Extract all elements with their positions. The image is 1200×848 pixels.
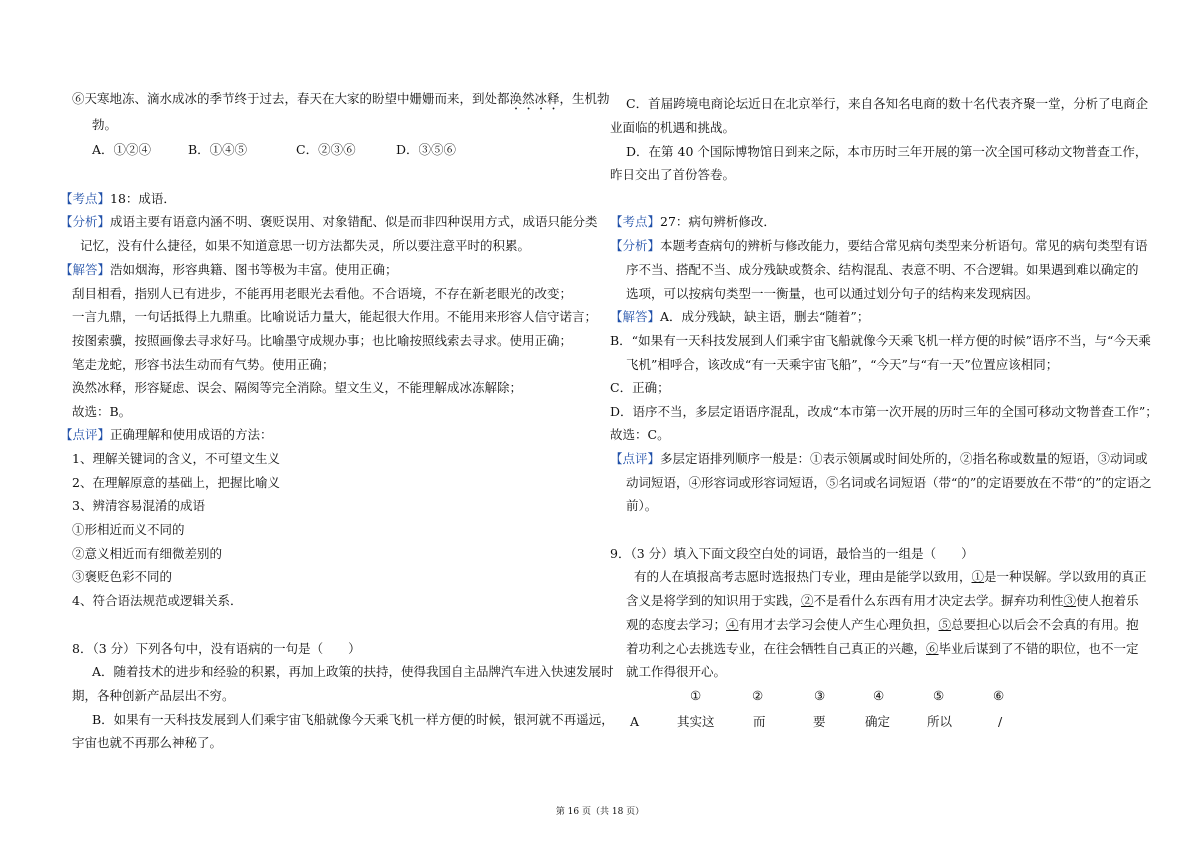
q9-passage-line: 着功利之心去挑选专业，在往会牺牲自己真正的兴趣，⑥毕业后谋到了不错的职位，也不一定 [626, 641, 1139, 656]
table-header-cell: ② [752, 688, 764, 703]
q8-option-d-cont: 昨日交出了首份答卷。 [610, 167, 736, 182]
q9-title: 9．（3 分）填入下面文段空白处的词语，最恰当的一组是（ ） [610, 546, 974, 561]
fenxi-tag: 【分析】 [610, 238, 661, 253]
jieda-tag: 【解答】 [610, 309, 661, 324]
dianping-item: 2、在理解原意的基础上，把握比喻义 [72, 475, 280, 490]
jieda-choice: 故选：B。 [72, 404, 132, 419]
fenxi-tag: 【分析】 [60, 214, 111, 229]
table-header-cell: ⑤ [933, 688, 945, 703]
blank-marker: ② [801, 593, 814, 608]
q8-option-d: D．在第 40 个国际博物馆日到来之际，本市历时三年开展的第一次全国可移动文物普查工作， [626, 144, 1148, 159]
fenxi-line: 【分析】成语主要有语意内涵不明、褒贬误用、对象错配、似是而非四种误用方式，成语只能分类 [60, 214, 598, 229]
answer-table-header [610, 688, 1170, 706]
jieda-line: D．语序不当，多层定语语序混乱，改成“本市第一次开展的历时三年的全国可移动文物普查工作”； [610, 404, 1158, 419]
table-cell: 所以 [927, 714, 953, 729]
jieda-line: 刮目相看，指别人已有进步，不能再用老眼光去看他。不合语境，不存在新老眼光的改变； [72, 286, 573, 301]
fenxi-line: 【分析】本题考查病句的辨析与修改能力，要结合常见病句类型来分析语句。常见的病句类型有语 [610, 238, 1148, 253]
q8-option-a-cont: 期，各种创新产品层出不穷。 [72, 688, 235, 703]
table-header-cell: ④ [873, 688, 885, 703]
table-cell: / [998, 714, 1003, 729]
dianping-tag: 【点评】 [60, 427, 111, 442]
table-cell: 而 [753, 714, 766, 729]
blank-marker: ④ [726, 617, 739, 632]
dianping-line-2: 动词短语，④形容词或形容词短语，⑤名词或名词短语（带“的”的定语要放在不带“的”的定语之 [626, 475, 1152, 490]
q7-choice-a: A．①②④ [92, 142, 152, 157]
q8-option-a: A．随着技术的进步和经验的积累，再加上政策的扶持，使得我国自主品牌汽车进入快速发展时 [92, 664, 614, 679]
table-header-cell: ⑥ [993, 688, 1005, 703]
dianping-item: 1、理解关键词的含义，不可望文生义 [72, 451, 280, 466]
q9-passage-line: 有的人在填报高考志愿时选报热门专业，理由是能学以致用，①是一种误解。学以致用的真正 [634, 569, 1147, 584]
blank-marker: ③ [1063, 593, 1077, 608]
q8-option-b-cont: 宇宙也就不再那么神秘了。 [72, 735, 223, 750]
dianping-item: 4、符合语法规范或逻辑关系． [72, 593, 243, 608]
jieda-line: C．正确； [610, 380, 670, 395]
blank-marker: ⑤ [938, 617, 952, 632]
jieda-tag: 【解答】 [60, 262, 111, 277]
dotted-idiom: 涣然冰释 [509, 91, 560, 106]
table-cell: 确定 [865, 714, 891, 729]
blank-marker: ⑥ [926, 641, 939, 656]
jieda-line: 一言九鼎，一句话抵得上九鼎重。比喻说话力量大，能起很大作用。不能用来形容人信守诺言； [72, 309, 598, 324]
kaodian-line: 【考点】18：成语． [60, 191, 176, 206]
q7-option-6-cont: 勃。 [92, 117, 118, 132]
kaodian-line: 【考点】27：病句辨析修改． [610, 214, 776, 229]
q9-passage-line: 含义是将学到的知识用于实践，②不是看什么东西有用才决定去学。摒弃功利性③使人抱着乐 [626, 593, 1139, 608]
q8-option-b: B．如果有一天科技发展到人们乘宇宙飞船就像今天乘飞机一样方便的时候，银河就不再遥远， [92, 712, 614, 727]
table-cell: 其实这 [677, 714, 715, 729]
q9-passage-line: 就工作得很开心。 [626, 664, 727, 679]
jieda-choice: 故选：C。 [610, 427, 670, 442]
q8-title: 8．（3 分）下列各句中，没有语病的一句是（ ） [72, 641, 361, 656]
q7-option-6: ⑥天寒地冻、滴水成冰的季节终于过去，春天在大家的盼望中姗姗而来，到处都涣然冰释，生机勃 [72, 91, 610, 106]
fenxi-line-2: 序不当、搭配不当、成分残缺或赘余、结构混乱、表意不明、不合逻辑。如果遇到难以确定的 [626, 262, 1139, 277]
fenxi-line-2: 记忆，没有什么捷径，如果不知道意思一切方法都失灵，所以要注意平时的积累。 [80, 238, 531, 253]
q8-option-c-cont: 业面临的机遇和挑战。 [610, 120, 736, 135]
dianping-item: 3、辨清容易混淆的成语 [72, 498, 205, 513]
dianping-item: ②意义相近而有细微差别的 [72, 546, 223, 561]
table-header-cell: ③ [814, 688, 826, 703]
dianping-line: 【点评】正确理解和使用成语的方法： [60, 427, 273, 442]
jieda-line: 按图索骥，按照画像去寻求好马。比喻墨守成规办事；也比喻按照线索去寻求。使用正确； [72, 333, 573, 348]
q7-choice-d: D．③⑤⑥ [396, 142, 457, 157]
fenxi-line-3: 选项，可以按病句类型一一衡量，也可以通过划分句子的结构来发现病因。 [626, 286, 1039, 301]
answer-table-row-a [610, 714, 1170, 732]
q7-choice-b: B．①④⑤ [188, 142, 248, 157]
q9-passage-line: 观的态度去学习；④有用才去学习会使人产生心理负担，⑤总要担心以后会不会真的有用。抱 [626, 617, 1139, 632]
jieda-line: 笔走龙蛇，形容书法生动而有气势。使用正确； [72, 357, 335, 372]
kaodian-tag: 【考点】 [60, 191, 111, 206]
jieda-line: B．“如果有一天科技发展到人们乘宇宙飞船就像今天乘飞机一样方便的时候”语序不当，与“今天乘 [610, 333, 1151, 348]
page-number: 第 16 页（共 18 页） [555, 807, 645, 817]
dianping-item: ①形相近而义不同的 [72, 522, 185, 537]
q7-choice-c: C．②③⑥ [296, 142, 356, 157]
jieda-line: 【解答】A．成分残缺，缺主语，删去“随着”； [610, 309, 870, 324]
jieda-line: 飞机”相呼合，该改成“有一天乘宇宙飞船”，“今天”与“有一天”位置应该相同； [626, 357, 1059, 372]
dianping-line: 【点评】多层定语排列顺序一般是：①表示领属或时间处所的，②指名称或数量的短语，③动词或 [610, 451, 1148, 466]
jieda-line: 【解答】浩如烟海，形容典籍、图书等极为丰富。使用正确； [60, 262, 398, 277]
dianping-line-3: 前）。 [626, 498, 658, 513]
table-cell: 要 [813, 714, 826, 729]
table-header-cell: ① [690, 688, 702, 703]
kaodian-tag: 【考点】 [610, 214, 661, 229]
dianping-item: ③褒贬色彩不同的 [72, 569, 173, 584]
table-cell: A [630, 714, 640, 729]
blank-marker: ① [971, 569, 985, 584]
jieda-line: 涣然冰释，形容疑虑、误会、隔阂等完全消除。望文生义，不能理解成冰冻解除； [72, 380, 523, 395]
dianping-tag: 【点评】 [610, 451, 661, 466]
q8-option-c: C．首届跨境电商论坛近日在北京举行，来自各知名电商的数十名代表齐聚一堂，分析了电商企 [626, 96, 1149, 111]
